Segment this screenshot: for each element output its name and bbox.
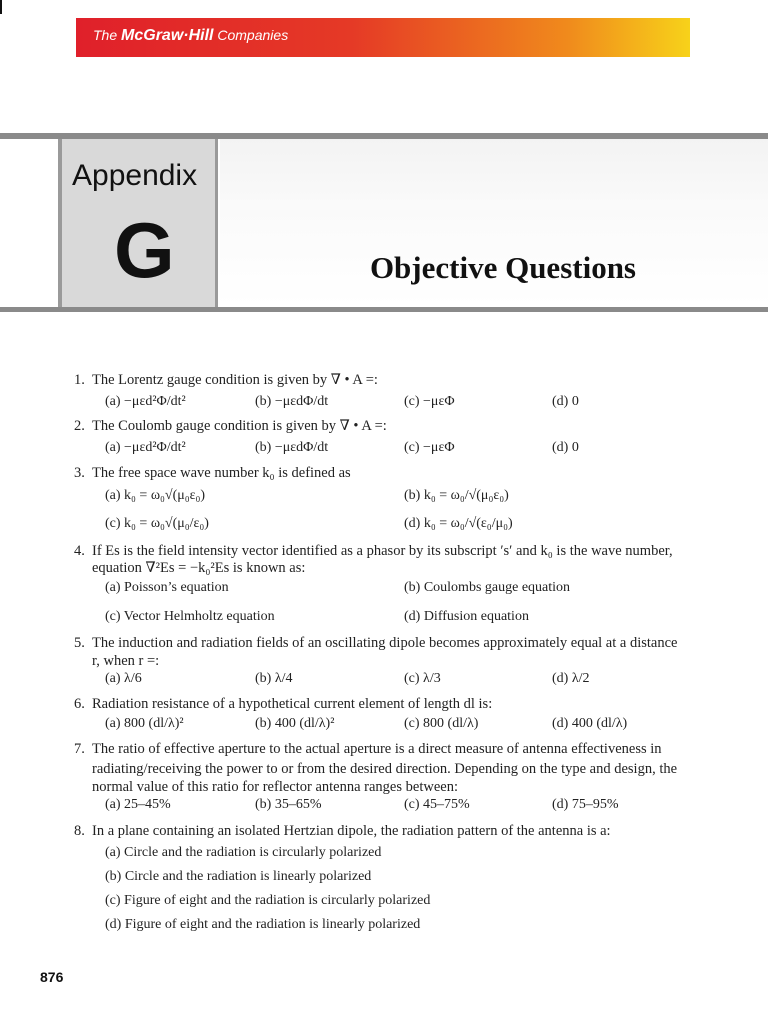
option-4a: (a) Poisson’s equation — [105, 580, 229, 595]
option-7c: (c) 45–75% — [404, 797, 470, 812]
option-6a: (a) 800 (dl/λ)² — [105, 716, 184, 731]
edge-mark — [0, 0, 2, 14]
option-5b: (b) λ/4 — [255, 671, 293, 686]
publisher-banner — [76, 18, 690, 57]
option-4d: (d) Diffusion equation — [404, 609, 529, 624]
question-5 — [74, 636, 677, 651]
publisher-brand: McGraw·Hill — [121, 27, 214, 44]
question-number: 7. — [74, 741, 85, 757]
question-7-continued-1: radiating/receiving the power to or from the desired direction. Depending on the type and design, the — [92, 761, 678, 777]
question-number: 6. — [74, 696, 85, 712]
publisher-logo — [93, 27, 288, 45]
appendix-word: Appendix — [72, 159, 198, 192]
question-6 — [74, 697, 492, 712]
option-7a: (a) 25–45% — [105, 797, 171, 812]
question-2 — [74, 419, 387, 434]
question-7 — [74, 742, 662, 757]
question-text: The free space wave number k₀ is defined as — [92, 465, 351, 481]
option-6b: (b) 400 (dl/λ)² — [255, 716, 335, 731]
question-4-continued: equation ∇²Es = −k₀²Es is known as: — [92, 560, 306, 576]
question-5-continued: r, when r =: — [92, 653, 160, 669]
option-4b: (b) Coulombs gauge equation — [404, 580, 571, 595]
option-2a: (a) −μεd²Φ/dt² — [105, 440, 186, 455]
option-8a: (a) Circle and the radiation is circularly polarized — [105, 845, 382, 860]
question-4 — [74, 544, 673, 559]
option-7d: (d) 75–95% — [552, 797, 619, 812]
question-text: Radiation resistance of a hypothetical current element of length dl is: — [92, 696, 493, 712]
question-text: The ratio of effective aperture to the actual aperture is a direct measure of antenna effectiveness in — [92, 741, 662, 757]
option-1a: (a) −μεd²Φ/dt² — [105, 394, 186, 409]
question-7-continued-2: normal value of this ratio for reflector antenna ranges between: — [92, 779, 458, 795]
option-1b: (b) −μεdΦ/dt — [255, 394, 329, 409]
option-2c: (c) −μεΦ — [404, 440, 455, 455]
header-rule-bottom — [0, 307, 768, 312]
publisher-suffix: Companies — [217, 27, 289, 43]
question-text: The induction and radiation fields of an oscillating dipole becomes approximately equal at a distance — [92, 635, 678, 651]
question-number: 5. — [74, 635, 85, 651]
option-8d: (d) Figure of eight and the radiation is linearly polarized — [105, 917, 421, 932]
question-number: 3. — [74, 465, 85, 481]
question-text: In a plane containing an isolated Hertzian dipole, the radiation pattern of the antenna is a: — [92, 823, 611, 839]
question-1 — [74, 373, 378, 388]
option-2b: (b) −μεdΦ/dt — [255, 440, 329, 455]
option-8b: (b) Circle and the radiation is linearly polarized — [105, 869, 372, 884]
question-8 — [74, 824, 611, 839]
option-3a: (a) k₀ = ω₀√(μ₀ε₀) — [105, 488, 206, 503]
option-8c: (c) Figure of eight and the radiation is circularly polarized — [105, 893, 431, 908]
option-7b: (b) 35–65% — [255, 797, 322, 812]
question-number: 2. — [74, 418, 85, 434]
question-number: 8. — [74, 823, 85, 839]
option-2d: (d) 0 — [552, 440, 579, 455]
publisher-prefix: The — [93, 27, 118, 43]
question-text: The Coulomb gauge condition is given by ∇ • A =: — [92, 418, 387, 434]
question-text: If Es is the field intensity vector identified as a phasor by its subscript ′s′ and k₀ is the wave number, — [92, 543, 673, 559]
question-text: The Lorentz gauge condition is given by ∇ • A =: — [92, 372, 378, 388]
option-1c: (c) −μεΦ — [404, 394, 455, 409]
option-4c: (c) Vector Helmholtz equation — [105, 609, 275, 624]
option-6c: (c) 800 (dl/λ) — [404, 716, 479, 731]
option-6d: (d) 400 (dl/λ) — [552, 716, 628, 731]
appendix-letter: G — [114, 206, 175, 294]
question-3 — [74, 466, 351, 481]
option-3d: (d) k₀ = ω₀/√(ε₀/μ₀) — [404, 516, 513, 531]
question-number: 4. — [74, 543, 85, 559]
option-5c: (c) λ/3 — [404, 671, 441, 686]
option-3b: (b) k₀ = ω₀/√(μ₀ε₀) — [404, 488, 509, 503]
option-5d: (d) λ/2 — [552, 671, 590, 686]
option-1d: (d) 0 — [552, 394, 579, 409]
option-3c: (c) k₀ = ω₀√(μ₀/ε₀) — [105, 516, 209, 531]
page-number: 876 — [40, 969, 64, 985]
option-5a: (a) λ/6 — [105, 671, 142, 686]
page-title: Objective Questions — [369, 250, 636, 285]
appendix-box — [58, 139, 218, 307]
question-number: 1. — [74, 372, 85, 388]
